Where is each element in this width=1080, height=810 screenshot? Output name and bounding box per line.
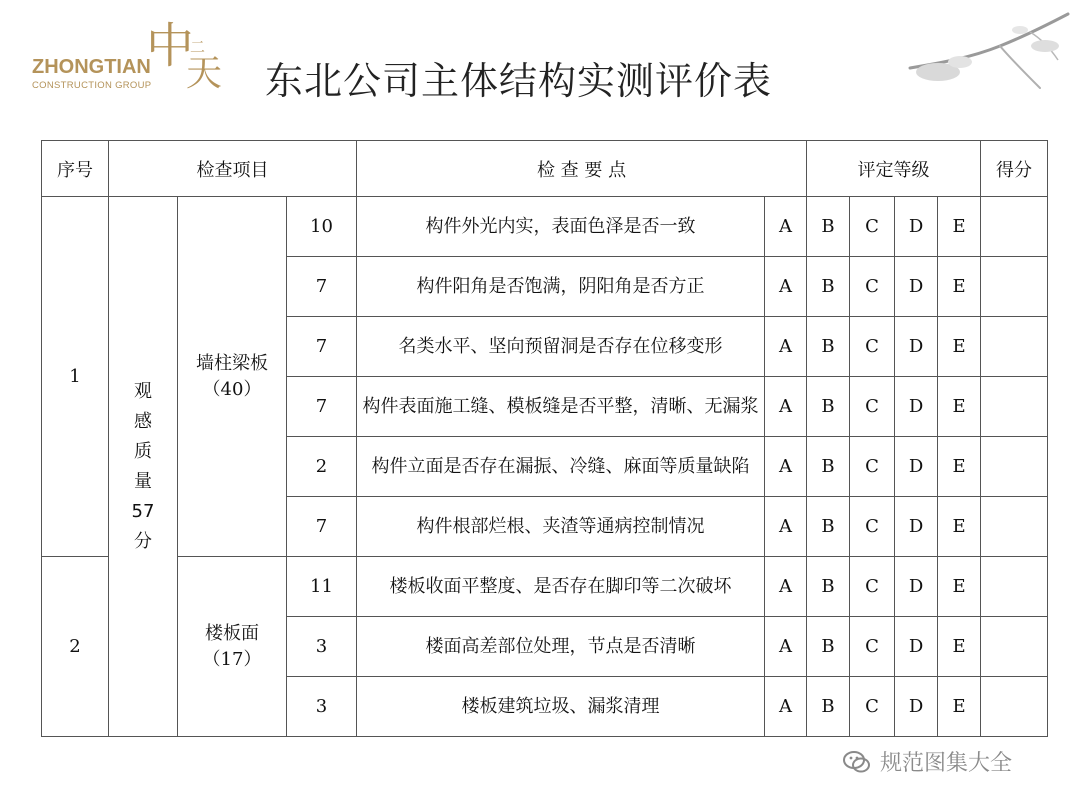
logo-name: ZHONGTIAN — [32, 56, 151, 78]
score-cell — [981, 617, 1048, 677]
grade-a: A — [765, 677, 807, 737]
grade-c: C — [850, 197, 895, 257]
grade-a: A — [765, 317, 807, 377]
score-cell — [981, 677, 1048, 737]
group-item-weight: （17） — [202, 648, 262, 670]
grade-b: B — [807, 437, 850, 497]
watermark — [842, 746, 1012, 777]
group-item-weight: （40） — [202, 378, 262, 400]
row-score: 3 — [287, 677, 357, 737]
score-cell — [981, 377, 1048, 437]
header-points: 检 查 要 点 — [357, 141, 807, 197]
grade-d: D — [895, 617, 938, 677]
ink-branch-decoration — [900, 8, 1075, 98]
grade-d: D — [895, 197, 938, 257]
grade-e: E — [938, 677, 981, 737]
grade-b: B — [807, 557, 850, 617]
grade-e: E — [938, 197, 981, 257]
row-score: 10 — [287, 197, 357, 257]
grade-a: A — [765, 497, 807, 557]
grade-c: C — [850, 437, 895, 497]
header-item: 检查项目 — [109, 141, 357, 197]
grade-a: A — [765, 197, 807, 257]
grade-b: B — [807, 257, 850, 317]
logo-mark-char: 二 — [190, 38, 206, 56]
header-score: 得分 — [981, 141, 1048, 197]
score-cell — [981, 437, 1048, 497]
logo-subtitle: CONSTRUCTION GROUP — [32, 80, 152, 91]
grade-b: B — [807, 317, 850, 377]
grade-e: E — [938, 377, 981, 437]
score-cell — [981, 257, 1048, 317]
score-cell — [981, 497, 1048, 557]
watermark-text: 规范图集大全 — [880, 751, 1013, 776]
grade-d: D — [895, 437, 938, 497]
grade-b: B — [807, 377, 850, 437]
grade-e: E — [938, 557, 981, 617]
evaluation-table — [41, 140, 1048, 737]
grade-c: C — [850, 617, 895, 677]
table-row — [42, 197, 1048, 257]
grade-e: E — [938, 317, 981, 377]
table-row — [42, 557, 1048, 617]
row-point: 楼板建筑垃圾、漏浆清理 — [357, 677, 765, 737]
grade-d: D — [895, 257, 938, 317]
grade-a: A — [765, 257, 807, 317]
grade-b: B — [807, 497, 850, 557]
row-score: 7 — [287, 377, 357, 437]
row-score: 11 — [287, 557, 357, 617]
row-point: 构件阳角是否饱满，阴阳角是否方正 — [357, 257, 765, 317]
grade-a: A — [765, 377, 807, 437]
grade-c: C — [850, 497, 895, 557]
grade-d: D — [895, 377, 938, 437]
row-score: 3 — [287, 617, 357, 677]
grade-e: E — [938, 437, 981, 497]
grade-b: B — [807, 677, 850, 737]
row-score: 7 — [287, 497, 357, 557]
category-char: 57 — [131, 500, 155, 522]
logo-mark-char: 中 — [146, 18, 195, 74]
header-grade: 评定等级 — [807, 141, 981, 197]
row-point: 名类水平、坚向预留洞是否存在位移变形 — [357, 317, 765, 377]
grade-e: E — [938, 257, 981, 317]
group-number: 2 — [42, 557, 109, 737]
row-point: 楼面高差部位处理，节点是否清晰 — [357, 617, 765, 677]
logo-mark-char: 天 — [186, 53, 223, 94]
row-point: 构件表面施工缝、模板缝是否平整，清晰、无漏浆 — [357, 377, 765, 437]
row-score: 2 — [287, 437, 357, 497]
score-cell — [981, 557, 1048, 617]
grade-d: D — [895, 677, 938, 737]
header-no: 序号 — [42, 141, 109, 197]
category-char: 量 — [134, 470, 152, 492]
group-item-cell — [178, 557, 287, 737]
grade-d: D — [895, 497, 938, 557]
page-title: 东北公司主体结构实测评价表 — [265, 59, 773, 103]
grade-c: C — [850, 257, 895, 317]
category-char: 质 — [134, 440, 152, 462]
grade-e: E — [938, 617, 981, 677]
category-char: 感 — [134, 410, 152, 432]
grade-c: C — [850, 677, 895, 737]
grade-c: C — [850, 317, 895, 377]
row-point: 构件外光内实，表面色泽是否一致 — [357, 197, 765, 257]
row-point: 楼板收面平整度、是否存在脚印等二次破坏 — [357, 557, 765, 617]
grade-a: A — [765, 617, 807, 677]
group-item-name: 墙柱梁板 — [196, 352, 268, 374]
grade-b: B — [807, 197, 850, 257]
grade-c: C — [850, 557, 895, 617]
group-number: 1 — [42, 197, 109, 557]
category-char: 分 — [134, 530, 152, 552]
grade-a: A — [765, 437, 807, 497]
grade-d: D — [895, 317, 938, 377]
score-cell — [981, 317, 1048, 377]
category-char: 观 — [134, 380, 152, 402]
row-score: 7 — [287, 317, 357, 377]
grade-d: D — [895, 557, 938, 617]
group-item-cell — [178, 197, 287, 557]
wechat-icon — [842, 749, 872, 775]
grade-e: E — [938, 497, 981, 557]
grade-b: B — [807, 617, 850, 677]
row-point: 构件立面是否存在漏振、冷缝、麻面等质量缺陷 — [357, 437, 765, 497]
group-item-name: 楼板面 — [205, 622, 259, 644]
grade-a: A — [765, 557, 807, 617]
category-cell — [109, 197, 178, 737]
score-cell — [981, 197, 1048, 257]
grade-c: C — [850, 377, 895, 437]
company-logo — [28, 20, 228, 110]
table-header-row — [42, 141, 1048, 197]
row-score: 7 — [287, 257, 357, 317]
row-point: 构件根部烂根、夹渣等通病控制情况 — [357, 497, 765, 557]
